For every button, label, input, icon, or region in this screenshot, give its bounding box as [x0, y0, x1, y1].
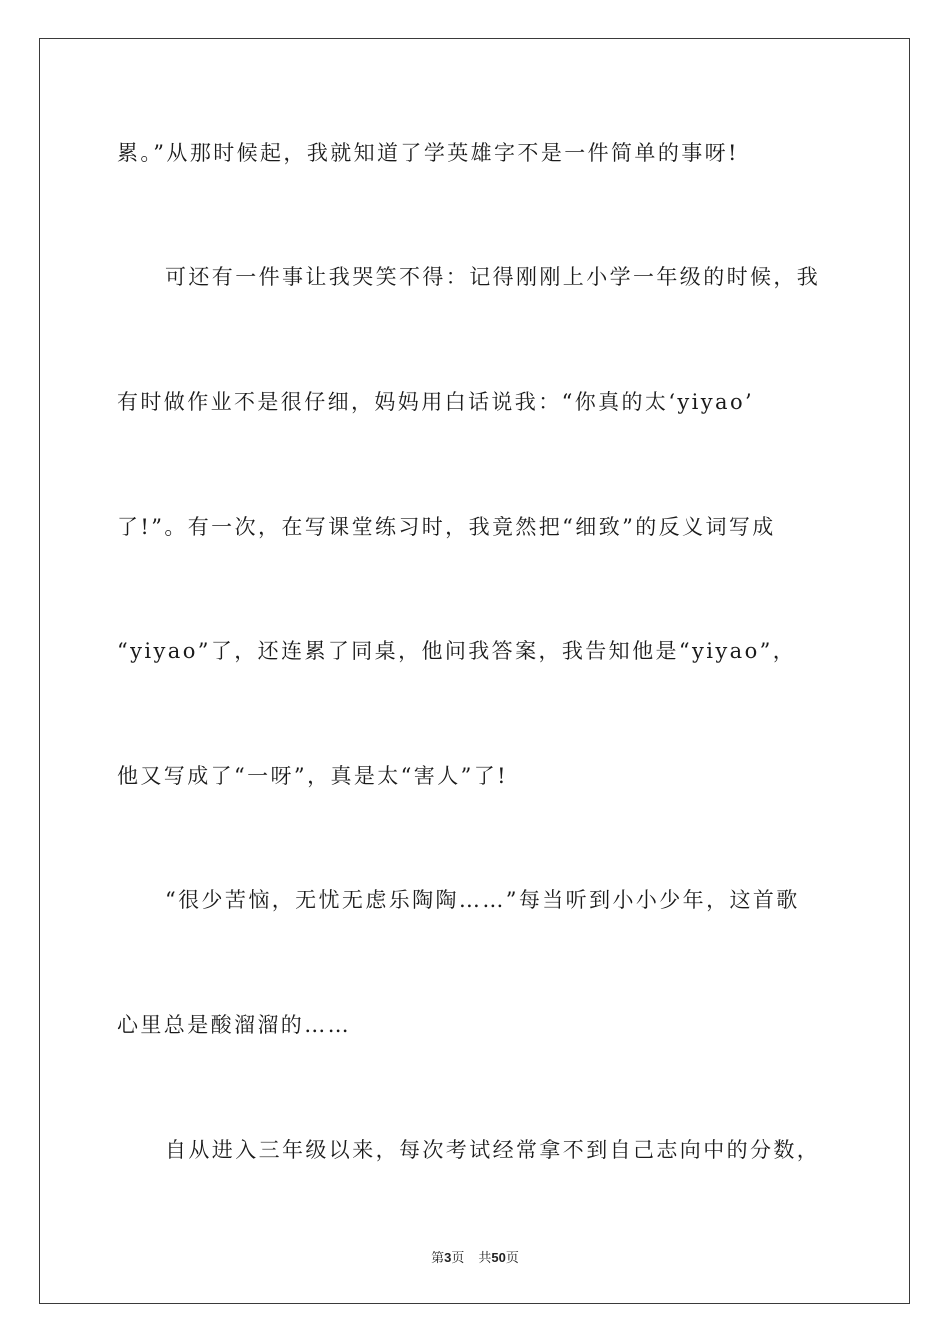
paragraph-line-1: 累。”从那时候起，我就知道了学英雄字不是一件简单的事呀!	[117, 141, 739, 165]
total-suffix: 页	[505, 1251, 519, 1266]
page-prefix: 第	[431, 1251, 445, 1266]
paragraph-line-9: 自从进入三年级以来，每次考试经常拿不到自己志向中的分数，	[165, 1138, 821, 1162]
page-border	[39, 38, 910, 1304]
paragraph-line-8: 心里总是酸溜溜的……	[117, 1013, 351, 1037]
total-prefix: 共	[478, 1251, 492, 1266]
page-number: 3	[444, 1250, 452, 1265]
page-footer	[0, 1247, 950, 1266]
paragraph-line-5: “yiyao”了，还连累了同桌，他问我答案，我告知他是“yiyao”，	[117, 639, 797, 663]
total-pages: 50	[491, 1250, 506, 1265]
paragraph-line-4: 了!”。有一次，在写课堂练习时，我竟然把“细致”的反义词写成	[117, 515, 776, 539]
paragraph-line-6: 他又写成了“一呀”，真是太“害人”了!	[117, 764, 508, 788]
paragraph-line-7: “很少苦恼，无忧无虑乐陶陶……”每当听到小小少年，这首歌	[165, 888, 800, 912]
paragraph-line-2: 可还有一件事让我哭笑不得：记得刚刚上小学一年级的时候，我	[165, 265, 821, 289]
paragraph-line-3: 有时做作业不是很仔细，妈妈用白话说我：“你真的太‘yiyao’	[117, 390, 755, 414]
page-suffix: 页	[451, 1251, 465, 1266]
